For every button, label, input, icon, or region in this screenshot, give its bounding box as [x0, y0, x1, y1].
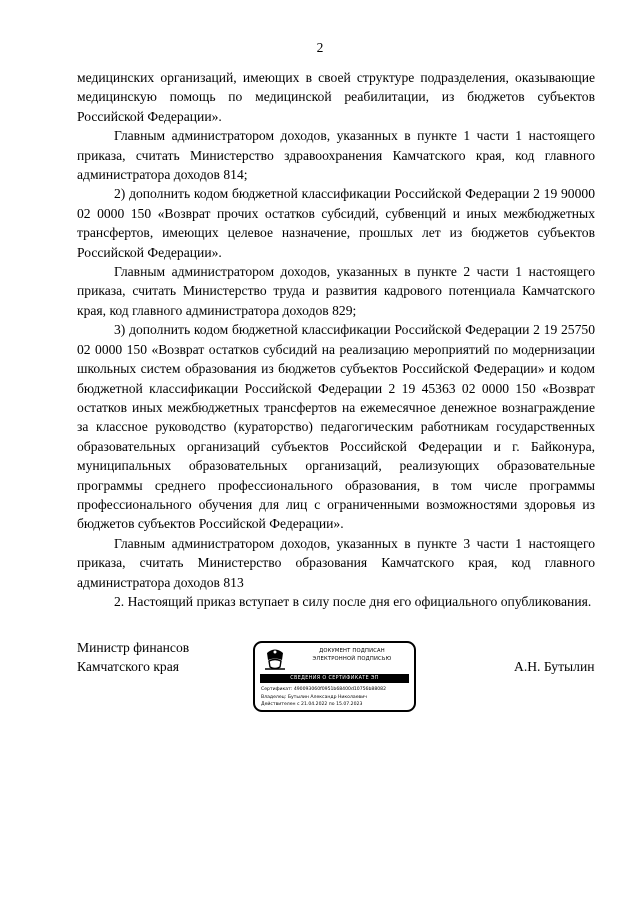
page-number: 2 [316, 40, 324, 55]
stamp-band: СВЕДЕНИЯ О СЕРТИФИКАТЕ ЭП [260, 674, 409, 683]
paragraph: медицинских организаций, имеющих в своей структуре подразделения, оказывающие медицинскую помощь по медицинской реабилитации, из бюджетов субъектов Российской Федерации». [77, 70, 595, 124]
stamp-valid-line: Действителен с 21.04.2022 по 15.07.2023 [261, 702, 363, 708]
stamp-owner-line: Владелец: Бутылин Александр Николаевич [261, 694, 367, 700]
signatory-position-line: Министр финансов [77, 640, 190, 655]
paragraph: Главным администратором доходов, указанных в пункте 3 части 1 настоящего приказа, считать Министерство образования Камчатского края, код главного администратора доходов 813 [77, 535, 595, 590]
signer-name: А.Н. Бутылин [514, 659, 595, 674]
document-body [77, 68, 595, 611]
signatory-position-line: Камчатского края [77, 659, 180, 675]
electronic-signature-stamp [253, 641, 416, 712]
signatory-position [77, 638, 189, 677]
coat-of-arms-icon [262, 647, 288, 671]
paragraph: 3) дополнить кодом бюджетной классификации Российской Федерации 2 19 25750 02 0000 150 «Возврат остатков субсидий на реализацию мероприятий по модернизации школьных систем образования из бюджетов субъектов Российской Федерации» и кодом бюджетной классификации Российской Федерации 2 19 45363 02 0000 150 «Возврат остатков иных межбюджетных трансфертов на ежемесячное денежное вознаграждение за классное руководство (кураторство) педагогическим работникам государственных образовательных организаций субъектов Российской Федерации и г. Байконура, муниципальных образовательных организаций, реализующих образовательные программы среднего профессионального образования, в том числе программы профессионального обучения для лиц с ограниченными возможностями здоровья из бюджетов субъектов Российской Федерации». [77, 322, 595, 532]
paragraph: 2. Настоящий приказ вступает в силу после дня его официального опубликования. [114, 593, 592, 609]
paragraph: 2) дополнить кодом бюджетной классификации Российской Федерации 2 19 90000 02 0000 150 «Возврат прочих остатков субсидий, субвенций и иных межбюджетных трансфертов, имеющих целевое назначение, прошлых лет из бюджетов субъектов Российской Федерации». [77, 186, 595, 260]
paragraph: Главным администратором доходов, указанных в пункте 2 части 1 настоящего приказа, считать Министерство труда и развития кадрового потенциала Камчатского края, код главного администратора доходов 829; [77, 264, 595, 318]
stamp-title: ДОКУМЕНТ ПОДПИСАН ЭЛЕКТРОННОЙ ПОДПИСЬЮ [312, 648, 392, 662]
stamp-certificate-line: Сертификат: 490093060f0951b68400d10756b88082 [261, 687, 387, 692]
paragraph: Главным администратором доходов, указанных в пункте 1 части 1 настоящего приказа, считать Министерство здравоохранения Камчатского края, код главного администратора доходов 814; [77, 128, 595, 183]
stamp-details [261, 686, 411, 709]
